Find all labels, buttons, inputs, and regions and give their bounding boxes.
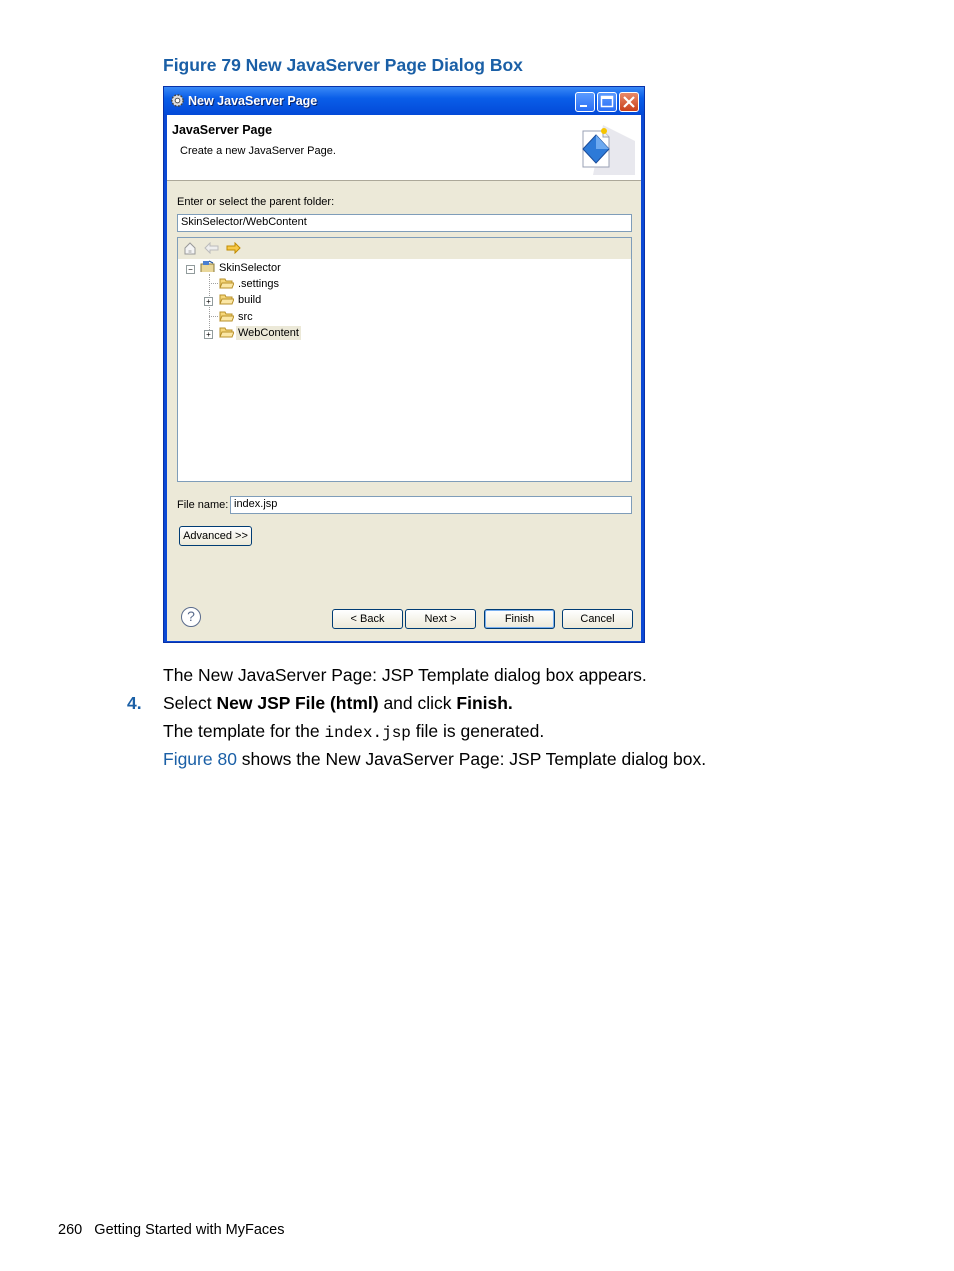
step-emphasis: New JSP File (html) bbox=[216, 693, 379, 713]
cancel-button[interactable]: Cancel bbox=[562, 609, 633, 629]
file-name-input[interactable]: index.jsp bbox=[230, 496, 632, 514]
forward-arrow-icon[interactable] bbox=[226, 242, 241, 254]
parent-folder-label: Enter or select the parent folder: bbox=[177, 196, 335, 208]
minimize-icon bbox=[576, 93, 594, 111]
figure-reference-paragraph bbox=[163, 749, 706, 770]
template-paragraph bbox=[163, 721, 544, 742]
jsp-wizard-icon bbox=[573, 121, 635, 175]
tree-node-src[interactable]: src bbox=[238, 311, 253, 323]
paragraph-text: shows the New JavaServer Page: JSP Template dialog box. bbox=[236, 749, 707, 769]
dialog-body bbox=[167, 115, 641, 641]
new-jsp-dialog bbox=[163, 86, 645, 643]
figure-80-link[interactable]: Figure 80 bbox=[163, 749, 237, 769]
folder-icon bbox=[219, 293, 234, 305]
tree-node-settings[interactable]: .settings bbox=[238, 278, 279, 290]
tree-guide bbox=[209, 316, 218, 317]
advanced-button[interactable]: Advanced >> bbox=[179, 526, 252, 546]
tree-expander[interactable]: − bbox=[186, 265, 195, 274]
minimize-button[interactable] bbox=[575, 92, 595, 112]
dialog-titlebar[interactable] bbox=[164, 87, 644, 115]
back-button[interactable]: < Back bbox=[332, 609, 403, 629]
dialog-title: New JavaServer Page bbox=[188, 94, 318, 108]
home-icon[interactable] bbox=[183, 241, 197, 256]
tree-toolbar bbox=[178, 238, 631, 259]
code-filename: index.jsp bbox=[324, 724, 411, 742]
maximize-button[interactable] bbox=[597, 92, 617, 112]
folder-icon bbox=[219, 277, 234, 289]
step-instruction bbox=[163, 693, 513, 714]
file-name-label: File name: bbox=[177, 499, 229, 511]
tree-expander[interactable]: + bbox=[204, 330, 213, 339]
paragraph-text: file is generated. bbox=[410, 721, 545, 741]
project-icon bbox=[200, 260, 215, 272]
parent-folder-input[interactable]: SkinSelector/WebContent bbox=[177, 214, 632, 232]
close-icon bbox=[620, 93, 638, 111]
gear-icon bbox=[170, 93, 185, 108]
tree-node-webcontent-selected[interactable]: WebContent bbox=[238, 327, 299, 339]
figure-caption: Figure 79 New JavaServer Page Dialog Box bbox=[163, 55, 523, 75]
step-text: and click bbox=[378, 693, 457, 713]
paragraph-text: The template for the bbox=[163, 721, 325, 741]
tree-node-build[interactable]: build bbox=[238, 294, 262, 306]
step-text: Select bbox=[163, 693, 217, 713]
footer-section-title: Getting Started with MyFaces bbox=[94, 1222, 285, 1238]
tree-expander[interactable]: + bbox=[204, 297, 213, 306]
result-paragraph: The New JavaServer Page: JSP Template dialog box appears. bbox=[163, 665, 647, 685]
page-footer bbox=[58, 1222, 284, 1238]
maximize-icon bbox=[598, 93, 616, 111]
tree-guide bbox=[209, 283, 218, 284]
step-emphasis: Finish. bbox=[456, 693, 513, 713]
folder-tree[interactable] bbox=[177, 237, 632, 482]
finish-button[interactable]: Finish bbox=[484, 609, 555, 629]
wizard-description: Create a new JavaServer Page. bbox=[180, 145, 336, 157]
close-button[interactable] bbox=[619, 92, 639, 112]
next-button[interactable]: Next > bbox=[405, 609, 476, 629]
folder-icon bbox=[219, 326, 234, 338]
page-number: 260 bbox=[58, 1222, 83, 1238]
back-arrow-icon[interactable] bbox=[204, 242, 219, 254]
step-number: 4. bbox=[127, 693, 142, 713]
tree-node-project[interactable]: SkinSelector bbox=[219, 262, 281, 274]
wizard-banner bbox=[167, 115, 641, 181]
folder-icon bbox=[219, 310, 234, 322]
wizard-heading: JavaServer Page bbox=[172, 123, 273, 137]
help-icon[interactable]: ? bbox=[181, 607, 201, 627]
